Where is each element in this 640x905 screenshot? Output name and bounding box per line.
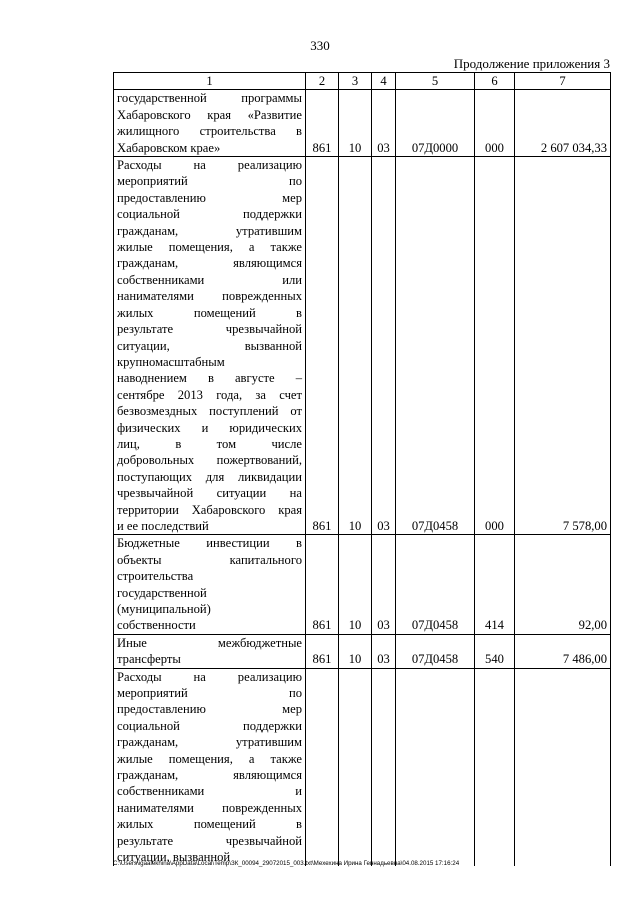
grbs-cell: 861: [306, 157, 339, 535]
expense-name-line: жилых помещений в: [117, 305, 302, 320]
expense-name-line: ситуации, вызванной: [117, 338, 302, 353]
expense-type-cell: [475, 668, 515, 865]
expense-name-line: трансферты: [117, 652, 181, 667]
expense-name-line: Иные межбюджетные: [117, 635, 302, 650]
expense-name-line: территории Хабаровского края: [117, 502, 302, 517]
expense-name-line: государственной программы: [117, 91, 302, 106]
amount-cell: 7 486,00: [515, 634, 611, 668]
budget-table: [113, 72, 611, 866]
page-number: 330: [310, 38, 330, 53]
expense-name-line: безвозмездных поступлений от: [117, 404, 302, 419]
section-cell: 10: [339, 634, 372, 668]
column-header: 6: [475, 73, 515, 90]
expense-name-line: социальной поддержки: [117, 207, 302, 222]
expense-name-line: государственной: [117, 585, 207, 600]
expense-name-line: сентябре 2013 года, за счет: [117, 387, 302, 402]
expense-name-line: ситуации, вызванной: [117, 850, 231, 865]
expense-name-line: предоставлению мер: [117, 702, 302, 717]
expense-name-line: физических и юридических: [117, 420, 302, 435]
expense-name-line: Расходы на реализацию: [117, 158, 302, 173]
amount-cell: [515, 668, 611, 865]
column-header: 4: [372, 73, 396, 90]
subsection-cell: 03: [372, 90, 396, 157]
expense-name-line: гражданам, утратившим: [117, 735, 302, 750]
expense-name-cell: [114, 157, 306, 535]
expense-name-line: мероприятий по: [117, 686, 302, 701]
expense-name-line: результате чрезвычайной: [117, 833, 302, 848]
amount-cell: 2 607 034,33: [515, 90, 611, 157]
column-header: 7: [515, 73, 611, 90]
expense-name-line: нанимателями поврежденных: [117, 800, 302, 815]
expense-name-line: поступающих для ликвидации: [117, 469, 302, 484]
expense-name-line: гражданам, утратившим: [117, 223, 302, 238]
expense-name-line: и ее последствий: [117, 518, 209, 533]
expense-name-line: собственности: [117, 618, 196, 633]
expense-name-line: крупномасштабным: [117, 354, 225, 369]
expense-name-cell: [114, 90, 306, 157]
expense-name-line: результате чрезвычайной: [117, 322, 302, 337]
expense-name-line: нанимателями поврежденных: [117, 289, 302, 304]
expense-name-line: жилищного строительства в: [117, 124, 302, 139]
expense-name-line: объекты капитального: [117, 552, 302, 567]
expense-name-line: строительства: [117, 569, 194, 584]
expense-type-cell: 000: [475, 157, 515, 535]
expense-name-line: лиц, в том числе: [117, 436, 302, 451]
expense-type-cell: 000: [475, 90, 515, 157]
target-article-cell: 07Д0458: [396, 157, 475, 535]
table-row: [114, 535, 611, 634]
expense-type-cell: 540: [475, 634, 515, 668]
subsection-cell: 03: [372, 634, 396, 668]
section-cell: 10: [339, 535, 372, 634]
grbs-cell: 861: [306, 90, 339, 157]
column-header: 2: [306, 73, 339, 90]
target-article-cell: [396, 668, 475, 865]
grbs-cell: 861: [306, 634, 339, 668]
subsection-cell: 03: [372, 157, 396, 535]
expense-name-line: гражданам, являющимся: [117, 768, 302, 783]
subsection-cell: [372, 668, 396, 865]
section-cell: 10: [339, 90, 372, 157]
expense-type-cell: 414: [475, 535, 515, 634]
expense-name-line: Расходы на реализацию: [117, 669, 302, 684]
expense-name-line: наводнением в августе –: [117, 371, 302, 386]
expense-name-line: гражданам, являющимся: [117, 256, 302, 271]
expense-name-line: жилые помещения, а также: [117, 751, 302, 766]
column-header: 3: [339, 73, 372, 90]
table-row: [114, 634, 611, 668]
expense-name-cell: [114, 668, 306, 865]
expense-name-line: социальной поддержки: [117, 718, 302, 733]
expense-name-line: Хабаровском крае»: [117, 140, 221, 155]
expense-name-line: мероприятий по: [117, 174, 302, 189]
grbs-cell: 861: [306, 535, 339, 634]
expense-name-line: чрезвычайной ситуации на: [117, 486, 302, 501]
subsection-cell: 03: [372, 535, 396, 634]
header-row: [114, 73, 611, 90]
expense-name-line: (муниципальной): [117, 602, 211, 616]
target-article-cell: 07Д0000: [396, 90, 475, 157]
column-header: 5: [396, 73, 475, 90]
file-path-footer: C:\Users\igaalekhina\AppData\Local\Temp\ЗК_00094_29072015_003.txt\Мехехина Ирина Геннадьевна\04.08.2015 17:16:24: [113, 860, 460, 867]
expense-name-line: добровольных пожертвований,: [117, 453, 302, 468]
grbs-cell: [306, 668, 339, 865]
expense-name-cell: [114, 535, 306, 634]
table-row: [114, 90, 611, 157]
expense-name-line: предоставлению мер: [117, 190, 302, 205]
table-row: [114, 668, 611, 865]
amount-cell: 92,00: [515, 535, 611, 634]
expense-name-line: жилые помещения, а также: [117, 240, 302, 255]
expense-name-line: собственниками и: [117, 784, 302, 799]
column-header: 1: [114, 73, 306, 90]
section-cell: 10: [339, 157, 372, 535]
expense-name-cell: [114, 634, 306, 668]
amount-cell: 7 578,00: [515, 157, 611, 535]
continuation-note: Продолжение приложения 3: [453, 56, 610, 71]
expense-name-line: жилых помещений в: [117, 817, 302, 832]
section-cell: [339, 668, 372, 865]
target-article-cell: 07Д0458: [396, 634, 475, 668]
expense-name-line: Бюджетные инвестиции в: [117, 536, 302, 551]
target-article-cell: 07Д0458: [396, 535, 475, 634]
table-row: [114, 157, 611, 535]
expense-name-line: собственниками или: [117, 272, 302, 287]
expense-name-line: Хабаровского края «Развитие: [117, 107, 302, 122]
